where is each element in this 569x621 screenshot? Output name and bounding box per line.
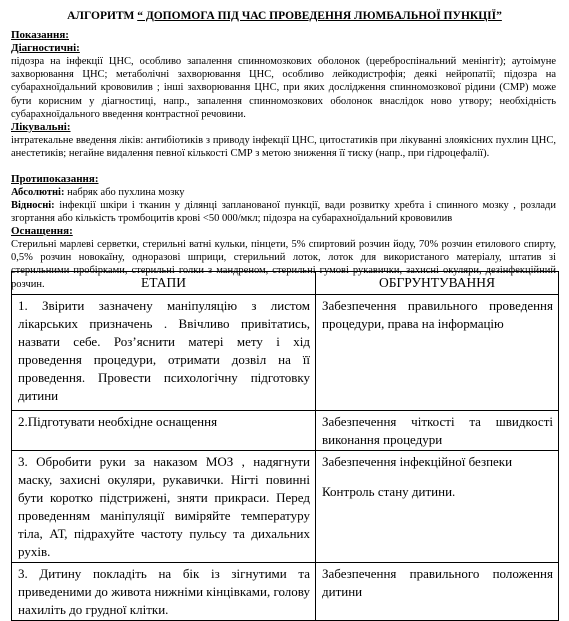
page-title [0,10,569,22]
equipment-header: Оснащення: [11,225,73,237]
diagnostic-text: підозра на інфекції ЦНС, особливо запалення спинномозкових оболонок (цереброспінальний менінгіт); аутоімуне захворювання ЦНС; метаболічні захворювання ЦНС, особливо лейкодистрофія; деякі нейропатії; підозра на субарахноїдальний крововилив ; інші захворювання ЦНС, при яких дослідження спинномозкової рідини (СМР) може бути корисним у діагностиці, напр., запалення спинномозкових оболонок внаслідок ново утвору; необхідність субарахноїдального введення контрастної речовини. [11,56,556,120]
absolute-label: Абсолютні: [11,187,65,198]
column-header-stages: ЕТАПИ [12,272,316,295]
step-cell: 3. Дитину покладіть на бік із зігнутими та приведеними до живота нижніми кінцівками, голову нахиліть до грудної клітки. [12,563,316,621]
relative-text: інфекції шкіри і тканин у ділянці запланованої пункції, вади розвитку хребта і спинного мозку , розлади згортання або кількість тромбоцитів крові <50 000/мкл; підозра на субарахноїдальний крововилив [11,200,556,225]
table-row [12,451,559,563]
title-prefix: АЛГОРИТМ [67,10,138,22]
column-header-rationale: ОБГРУНТУВАННЯ [316,272,559,295]
table-header-row [12,272,559,295]
table-row [12,563,559,621]
rationale-cell [316,451,559,563]
rationale-cell: Забезпечення правильного проведення процедури, права на інформацію [316,295,559,411]
treatment-header: Лікувальні: [11,121,71,133]
procedure-table [11,271,559,621]
table-row [12,295,559,411]
equipment-text: Стерильні марлеві серветки, стерильні ватні кульки, пінцети, 5% спиртовий розчин йоду, 70% розчин етилового спирту, 0,5% розчин новокаїну, одноразові шприци, стерильний лоток, лоток для використаного матеріалу, штатив зі стерильними пробірками, стерильні голки з мандреном, стерильні гумові рукавички, захисні окуляри, дезінфекційний розчин. [11,239,556,290]
relative-label: Відносні: [11,200,55,211]
absolute-text: набряк або пухлина мозку [64,187,185,198]
diagnostic-header: Діагностичні: [11,42,80,54]
contraindications-header: Протипоказання: [11,173,99,185]
rationale-cell: Забезпечення правильного положення дитини [316,563,559,621]
rationale-text: Забезпечення інфекційної безпеки [322,454,513,469]
absolute-contraindications [11,186,556,199]
rationale-cell: Забезпечення чіткості та швидкості виконання процедури [316,411,559,451]
table-row [12,411,559,451]
treatment-text: інтратекальне введення ліків: антибіотиків з приводу інфекції ЦНС, цитостатиків при лікуванні злоякісних пухлин ЦНС, анестетиків; негайне видалення певної кількості СМР з метою зниження її тиску (напр., при гідроцефалії). [11,135,556,160]
step-cell: 2.Підготувати необхідне оснащення [12,411,316,451]
step-cell: 3. Обробити руки за наказом МОЗ , надягнути маску, захисні окуляри, рукавички. Нігті повинні бути коротко підстрижені, зняти прикраси. Перед проведенням маніпуляції виміряйте температуру тіла, АТ, підрахуйте частоту пульсу та дихальних рухів. [12,451,316,563]
title-quoted: “ ДОПОМОГА ПІД ЧАС ПРОВЕДЕННЯ ЛЮМБАЛЬНОЇ ПУНКЦІЇ” [137,10,502,22]
relative-contraindications [11,199,556,225]
step-cell: 1. Звірити зазначену маніпуляцію з листом лікарських призначень . Ввічливо привітатись, назвати себе. Роз’яснити матері мету і хід проведення процедури, отримати дозвіл на її проведення. Провести психологічну підготовку дитини [12,295,316,411]
rationale-text-secondary: Контроль стану дитини. [322,484,456,499]
indications-header: Показання: [11,29,69,41]
